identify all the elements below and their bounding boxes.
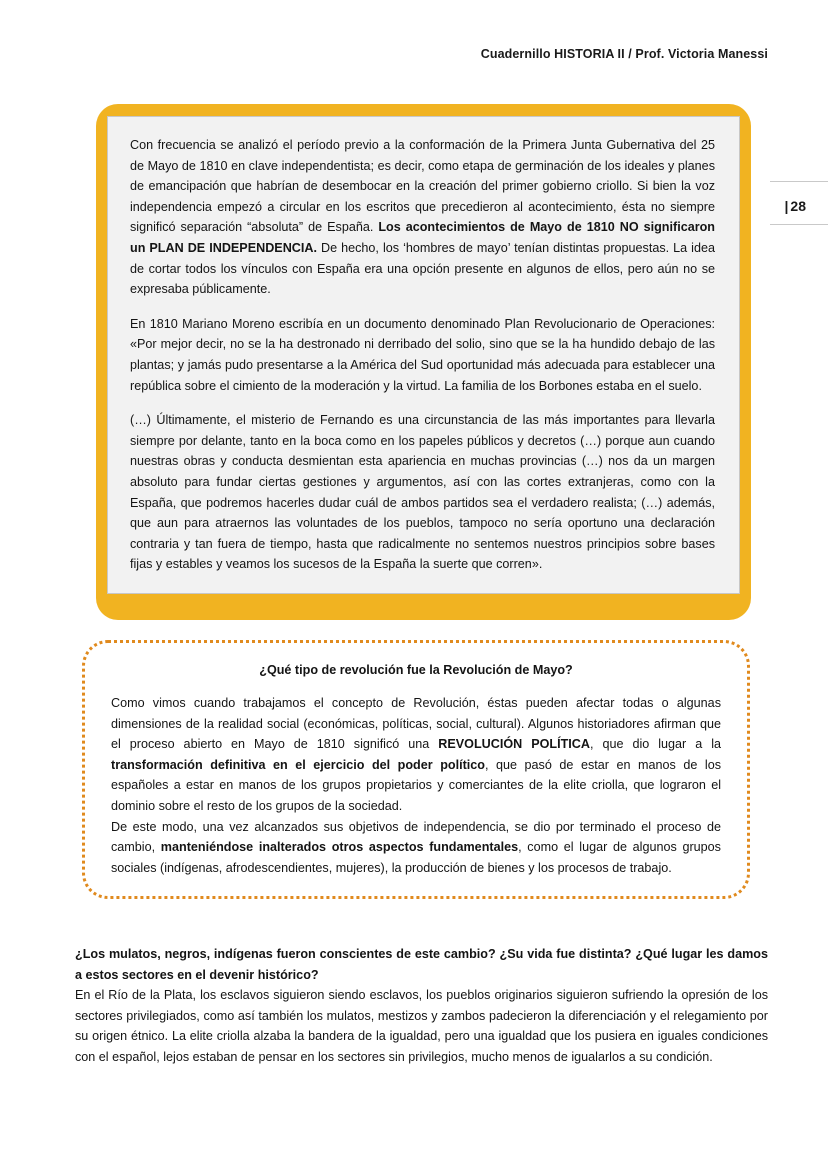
- quote-text: Con frecuencia se analizó el período previo a la conformación de la Primera Junta Gubernativa del 25 de Mayo de 1810 en clave independentista; es decir, como etapa de germinación de los ideales y planes de emancipación que habrían de desembocar en la creación del primer gobierno criollo. Si bien la voz independencia empezó a circular en los escritos que precedieron al acontecimiento, ésta no siempre significó separación “absoluta” de España.: [130, 138, 715, 235]
- quote-text: De hecho, los ‘hombres de mayo’ tenían distintas propuestas. La idea de cortar todos los vínculos con España era una opción presente en algunos de ellos, pero aún no se expresaba públicamente.: [130, 240, 715, 297]
- dotted-text: Como vimos cuando trabajamos el concepto de Revolución, éstas pueden afectar todas o algunas dimensiones de la realidad social (económicas, políticas, social, cultural). Algunos historiadores afirman que el proceso abierto en Mayo de 1810 significó una: [111, 696, 721, 752]
- bottom-answer: En el Río de la Plata, los esclavos siguieron siendo esclavos, los pueblos originarios siguieron sufriendo la opresión de los sectores privilegiados, como así también los mulatos, mestizos y zambos padecieron la diferenciación y el relegamiento por su origen étnico. La elite criolla alzaba la bandera de la igualdad, pero una igualdad que los pusiera en iguales condiciones con el español, lejos estaban de pensar en los sectores sin privilegios, mucho menos de igualarlos a su condición.: [75, 988, 768, 1064]
- dotted-emphasis: REVOLUCIÓN POLÍTICA: [438, 737, 590, 752]
- page-number-bar: |: [784, 198, 789, 214]
- quote-text: (…) Últimamente, el misterio de Fernando es una circunstancia de las más importantes para llevarla siempre por delante, tanto en la boca como en los papeles públicos y decretos (…) porque aun cuando nuestras obras y conducta desmientan esta apariencia en muchas provincias (…) nos da un margen absoluto para fundar ciertas gestiones y argumentos, así con las cortes extranjeras, como con la España, que podremos hacerles dudar cuál de ambos partidos sea el verdadero realista; (…) además, que aun para atraernos las voluntades de los pueblos, tampoco no sería oportuno una declaración contraria y tan fuera de tiempo, hasta que radicalmente no sentemos nuestros principios sobre bases fijas y estables y veamos los sucesos de la España la suerte que corren».: [130, 413, 715, 572]
- dotted-paragraph: [111, 693, 721, 817]
- quote-paragraph: [130, 135, 715, 300]
- dotted-paragraph: [111, 817, 721, 879]
- page-number-rule-top: [770, 181, 828, 182]
- dotted-box-body: [111, 693, 721, 878]
- dotted-emphasis: manteniéndose inalterados otros aspectos fundamentales: [160, 840, 519, 855]
- dotted-text: De este modo, una vez alcanzados sus objetivos de independencia, se dio por terminado el proceso de cambio,: [111, 819, 721, 855]
- bottom-question: ¿Los mulatos, negros, indígenas fueron conscientes de este cambio? ¿Su vida fue distinta? ¿Qué lugar les damos a estos sectores en el devenir histórico?: [75, 947, 768, 982]
- quote-callout-inner: [107, 116, 740, 594]
- dotted-text: , que pasó de estar en manos de los españoles a estar en manos de los grupos propietarios y comerciantes de la elite criolla, que lograron el dominio sobre el resto de los grupos de la sociedad.: [111, 757, 721, 813]
- dotted-callout-box: [82, 640, 750, 899]
- quote-callout-box: [96, 104, 751, 620]
- quote-emphasis: Los acontecimientos de Mayo de 1810 NO significaron un PLAN DE INDEPENDENCIA.: [130, 220, 715, 255]
- dotted-text: , que dio lugar a la: [589, 737, 722, 752]
- page-header: Cuadernillo HISTORIA II / Prof. Victoria Manessi: [480, 47, 768, 61]
- page-number-rule-bottom: [770, 224, 828, 225]
- quote-paragraph: [130, 410, 715, 575]
- quote-text: En 1810 Mariano Moreno escribía en un documento denominado Plan Revolucionario de Operaciones: «Por mejor decir, no se la ha destronado ni derribado del solio, sino que se la ha hundido debajo de las plantas; y jamás pudo presentarse a la América del Sud oportunidad más adecuada para establecer una república sobre el cimiento de la moderación y la virtud. La familia de los Borbones estaba en el suelo.: [130, 316, 715, 393]
- page-number: [785, 198, 807, 214]
- dotted-emphasis: transformación definitiva en el ejercicio del poder político: [111, 757, 485, 772]
- quote-paragraph: [130, 314, 715, 396]
- page-number-value: 28: [790, 198, 806, 214]
- bottom-text-block: [75, 944, 768, 1068]
- dotted-box-title: ¿Qué tipo de revolución fue la Revolución de Mayo?: [259, 663, 573, 677]
- dotted-text: , como el lugar de algunos grupos sociales (indígenas, afrodescendientes, mujeres), la producción de bienes y los procesos de trabajo.: [111, 840, 721, 875]
